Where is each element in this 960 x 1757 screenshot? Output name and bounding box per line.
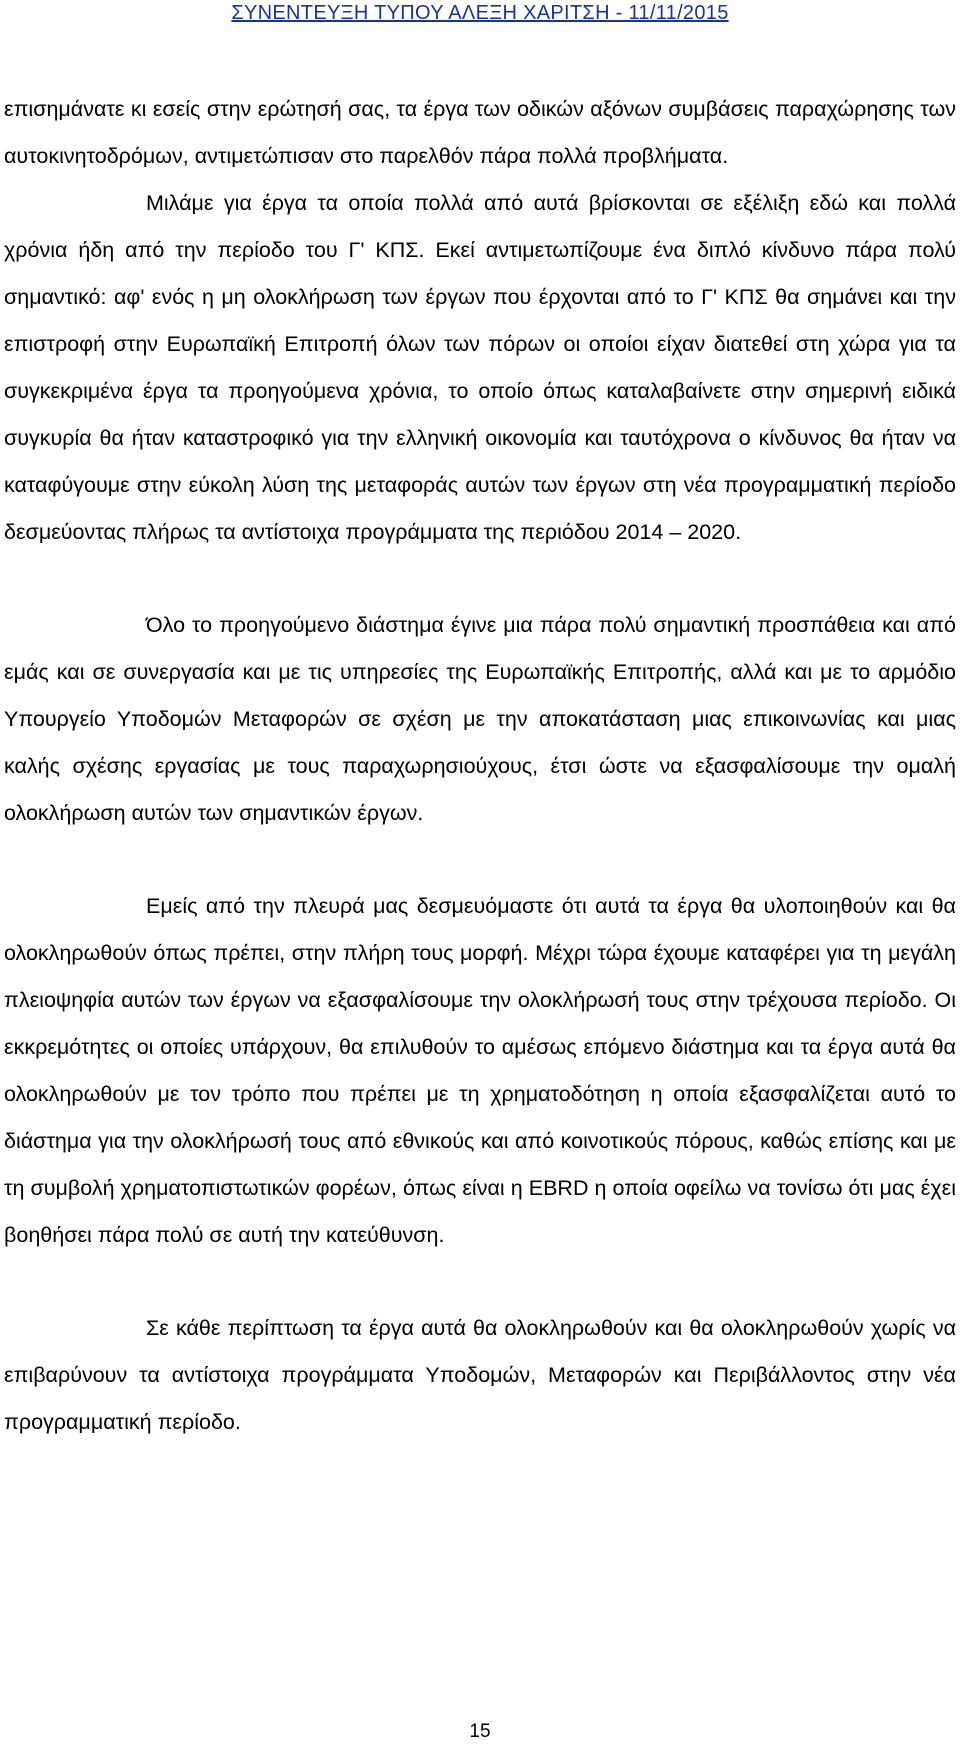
running-header: ΣΥΝΕΝΤΕΥΞΗ ΤΥΠΟΥ ΑΛΕΞΗ ΧΑΡΙΤΣΗ - 11/11/2015 bbox=[231, 2, 729, 24]
paragraph-4: Εμείς από την πλευρά μας δεσμευόμαστε ότι αυτά τα έργα θα υλοποιηθούν και θα ολοκληρωθούν όπως πρέπει, στην πλήρη τους μορφή. Μέχρι τώρα έχουμε καταφέρει για τη μεγάλη πλειοψηφία αυτών των έργων να εξασφαλίσουμε την ολοκλήρωσή τους στην τρέχουσα περίοδο. Οι εκκρεμότητες οι οποίες υπάρχουν, θα επιλυθούν το αμέσως επόμενο διάστημα και τα έργα αυτά θα ολοκληρωθούν με τον τρόπο που πρέπει με τη χρηματοδότηση η οποία εξασφαλίζεται αυτό το διάστημα για την ολοκλήρωσή τους από εθνικούς και από κοινοτικούς πόρους, καθώς επίσης και με τη συμβολή χρηματοπιστωτικών φορέων, όπως είναι η EBRD η οποία οφείλω να τονίσω ότι μας έχει βοηθήσει πάρα πολύ σε αυτή την κατεύθυνση. bbox=[4, 894, 956, 1247]
paragraph-3: Όλο το προηγούμενο διάστημα έγινε μια πάρα πολύ σημαντική προσπάθεια και από εμάς και σε συνεργασία και με τις υπηρεσίες της Ευρωπαϊκής Επιτροπής, αλλά και με το αρμόδιο Υπουργείο Υποδομών Μεταφορών σε σχέση με την αποκατάσταση μιας επικοινωνίας και μιας καλής σχέσης εργασίας με τους παραχωρησιούχους, έτσι ώστε να εξασφαλίσουμε την ομαλή ολοκλήρωση αυτών των σημαντικών έργων. bbox=[4, 613, 956, 825]
page-number: 15 bbox=[469, 1721, 491, 1742]
paragraph-2: Μιλάμε για έργα τα οποία πολλά από αυτά βρίσκονται σε εξέλιξη εδώ και πολλά χρόνια ήδη από την περίοδο του Γ' ΚΠΣ. Εκεί αντιμετωπίζουμε ένα διπλό κίνδυνο πάρα πολύ σημαντικό: αφ' ενός η μη ολοκλήρωση των έργων που έρχονται από το Γ' ΚΠΣ θα σημάνει και την επιστροφή στην Ευρωπαϊκή Επιτροπή όλων των πόρων οι οποίοι είχαν διατεθεί στη χώρα για τα συγκεκριμένα έργα τα προηγούμενα χρόνια, το οποίο όπως καταλαβαίνετε στην σημερινή ειδικά συγκυρία θα ήταν καταστροφικό για την ελληνική οικονομία και ταυτόχρονα ο κίνδυνος θα ήταν να καταφύγουμε στην εύκολη λύση της μεταφοράς αυτών των έργων στη νέα προγραμματική περίοδο δεσμεύοντας πλήρως τα αντίστοιχα προγράμματα της περιόδου 2014 – 2020. bbox=[4, 191, 956, 544]
paragraph-5: Σε κάθε περίπτωση τα έργα αυτά θα ολοκληρωθούν και θα ολοκληρωθούν χωρίς να επιβαρύνουν τα αντίστοιχα προγράμματα Υποδομών, Μεταφορών και Περιβάλλοντος στην νέα προγραμματική περίοδο. bbox=[4, 1316, 956, 1434]
paragraph-1: επισημάνατε κι εσείς στην ερώτησή σας, τα έργα των οδικών αξόνων συμβάσεις παραχώρησης των αυτοκινητοδρόμων, αντιμετώπισαν στο παρελθόν πάρα πολλά προβλήματα. bbox=[4, 97, 956, 168]
body-text bbox=[4, 86, 956, 1492]
